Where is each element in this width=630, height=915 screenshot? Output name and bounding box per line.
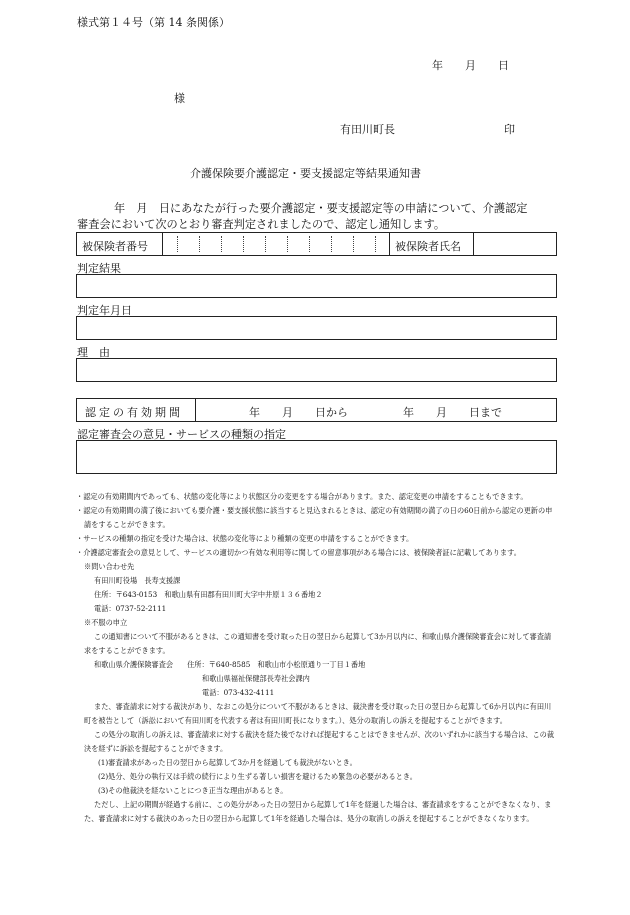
insured-row [76, 232, 557, 256]
appeal-heading: ※不服の申立 [84, 618, 128, 627]
reason-field[interactable] [76, 358, 557, 382]
notes-section [76, 490, 556, 826]
board-dept: 和歌山県福祉保健部長寿社会課内 [202, 674, 310, 683]
note-renewal: ・認定の有効期間の満了後においても要介護・要支援状態に該当すると見込まれるときは、認定の有効期間の満了の日の60日前から認定の更新の申請をすることができます。 [76, 506, 553, 529]
contact-heading: ※問い合わせ先 [84, 562, 135, 571]
suit-text: また、審査請求に対する裁決があり、なおこの処分について不服があるときは、裁決書を受け取った日の翌日から起算して6か月以内に有田川町を被告として（訴訟において有田川町を代表する者は有田川町長になります。）、処分の取消しの訴えを提起することができます。 [84, 702, 552, 725]
note-service-type: ・サービスの種類の指定を受けた場合は、状態の変化等により種類の変更の申請をすることができます。 [76, 534, 414, 543]
insured-number-label: 被保険者番号 [82, 240, 148, 253]
board-tel: 電話：073-432-4111 [202, 688, 275, 697]
opinion-label: 認定審査会の意見・サービスの種類の指定 [77, 428, 286, 441]
divider [389, 233, 390, 255]
seal-mark: 印 [504, 123, 515, 136]
suit-text-2: この処分の取消しの訴えは、審査請求に対する裁決を経た後でなければ提起することはできませんが、次のいずれかに該当する場合は、この裁決を経ずに訴訟を提起することができます。 [84, 730, 555, 753]
digit-divider [353, 236, 354, 252]
insured-name-field[interactable] [474, 233, 556, 255]
validity-row [76, 398, 557, 422]
board-name: 和歌山県介護保険審査会 [94, 660, 174, 669]
digit-divider [199, 236, 200, 252]
opinion-field[interactable] [76, 440, 557, 474]
contact-tel: 電話：0737-52-2111 [94, 604, 167, 613]
issuer-name: 有田川町長 [340, 123, 395, 136]
result-label: 判定結果 [77, 262, 121, 275]
digit-divider [287, 236, 288, 252]
appeal-text: この通知書について不服があるときは、この通知書を受け取った日の翌日から起算して3か月以内に、和歌山県介護保険審査会に対して審査請求をすることができます。 [84, 632, 552, 655]
addressee-suffix: 様 [174, 92, 185, 105]
contact-office: 有田川町役場 長寿支援課 [94, 576, 181, 585]
judgment-date-field[interactable] [76, 316, 557, 340]
case-1: (1)審査請求があった日の翌日から起算して3か月を経過しても裁決がないとき。 [98, 758, 357, 767]
board-address: 住所：〒640-8585 和歌山市小松原通り一丁目１番地 [187, 660, 366, 669]
validity-to[interactable]: 年 月 日まで [403, 406, 502, 419]
final-text: ただし、上記の期間が経過する前に、この処分があった日の翌日から起算して1年を経過した場合は、審査請求をすることができなくなり、また、審査請求に対する裁決のあった日の翌日から起算して1年を経過した場合は、処分の取消しの訴えを提起することができなくなります。 [84, 800, 552, 823]
insured-number-digits[interactable] [163, 233, 389, 255]
digit-divider [177, 236, 178, 252]
contact-address: 住所：〒643-0153 和歌山県有田郡有田川町大字中井原１３６番地２ [94, 590, 323, 599]
document-title: 介護保険要介護認定・要支援認定等結果通知書 [190, 167, 421, 180]
digit-divider [375, 236, 376, 252]
digit-divider [221, 236, 222, 252]
result-field[interactable] [76, 274, 557, 298]
reason-label: 理 由 [77, 346, 110, 359]
date-line: 年 月 日 [432, 59, 509, 72]
insured-name-label: 被保険者氏名 [395, 240, 461, 253]
board-block [76, 658, 556, 672]
note-validity-change: ・認定の有効期間内であっても、状態の変化等により状態区分の変更をする場合があります。また、認定変更の申請をすることもできます。 [76, 492, 528, 501]
divider [195, 399, 196, 421]
digit-divider [265, 236, 266, 252]
case-2: (2)処分、処分の執行又は手続の続行により生ずる著しい損害を避けるため緊急の必要があるとき。 [98, 772, 417, 781]
intro-line-1: 年 月 日にあなたが行った要介護認定・要支援認定等の申請について、介護認定 [114, 202, 528, 215]
digit-divider [309, 236, 310, 252]
validity-from[interactable]: 年 月 日から [249, 406, 348, 419]
intro-line-2: 審査会において次のとおり審査判定されましたので、認定し通知します。 [77, 218, 446, 231]
digit-divider [243, 236, 244, 252]
validity-period-label: 認定の有効期間 [85, 406, 183, 419]
case-3: (3)その他裁決を経ないことにつき正当な理由があるとき。 [98, 786, 288, 795]
form-number: 様式第１４号（第 14 条関係） [77, 16, 230, 29]
judgment-date-label: 判定年月日 [77, 304, 132, 317]
digit-divider [331, 236, 332, 252]
note-board-opinion: ・介護認定審査会の意見として、サービスの適切かつ有効な利用等に関しての留意事項がある場合には、被保険者証に記載してあります。 [76, 548, 521, 557]
